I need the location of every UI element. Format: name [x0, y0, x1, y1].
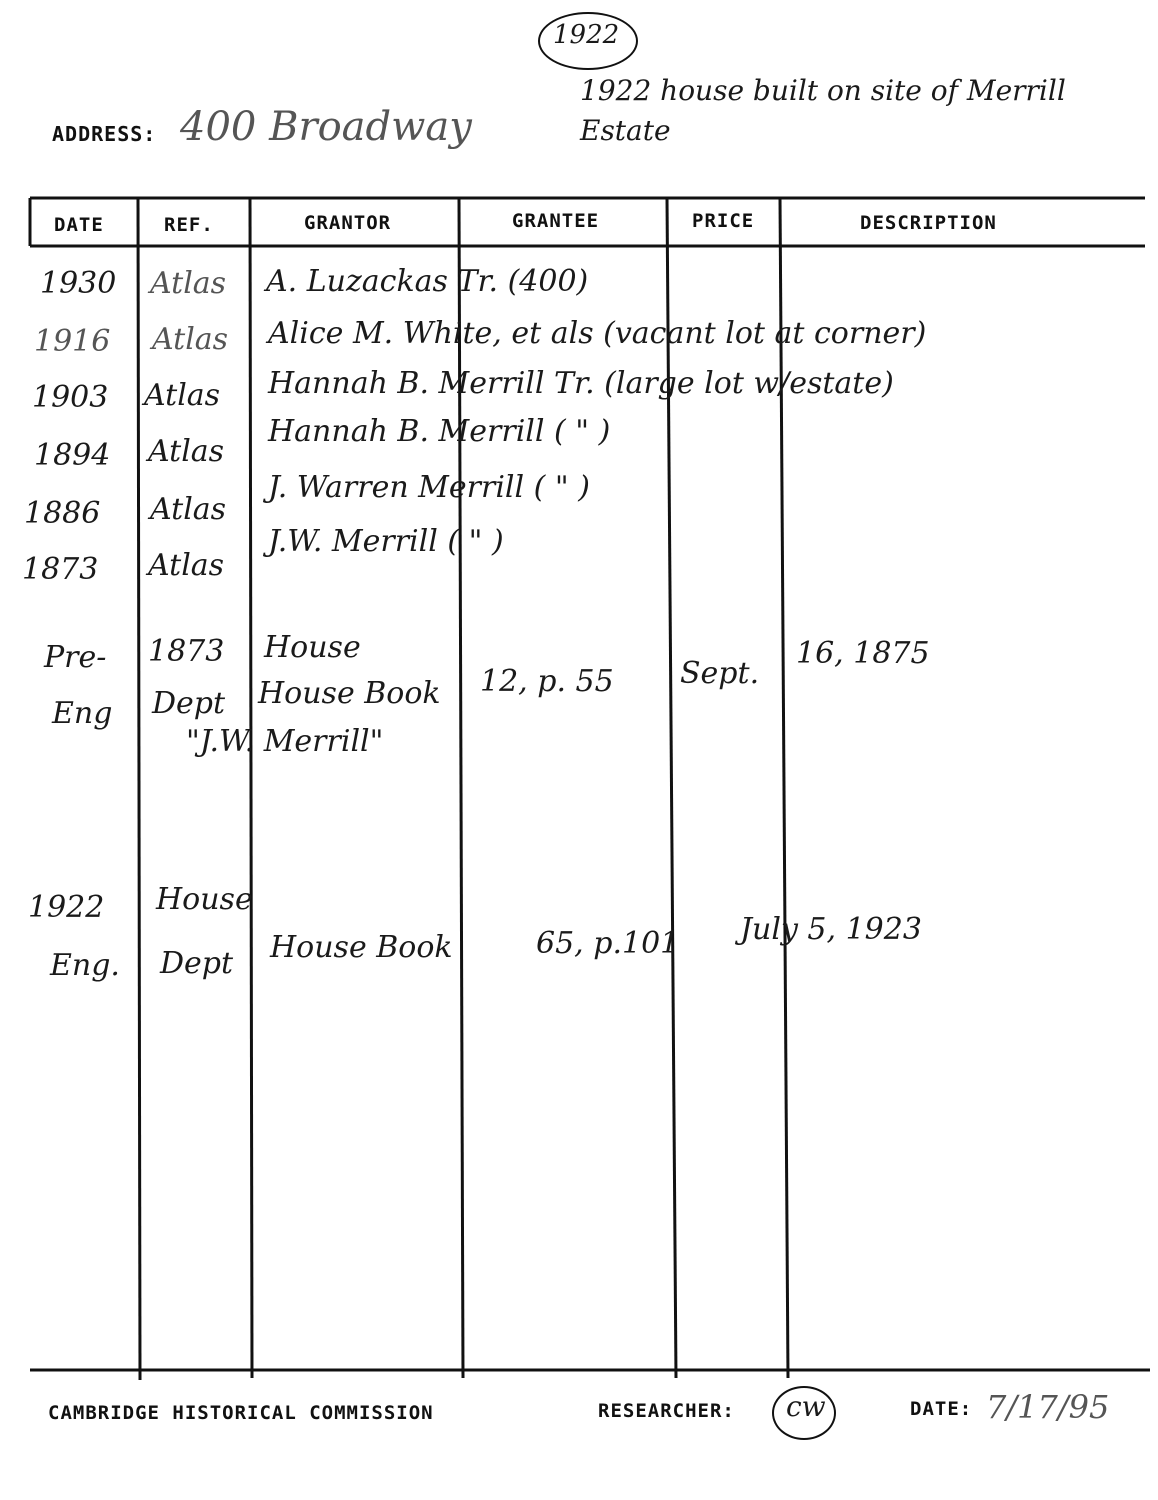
- note-line-2: Estate: [580, 114, 671, 147]
- date-value: 7/17/95: [986, 1388, 1110, 1426]
- eng-1922-date-line-2: Eng.: [50, 948, 120, 983]
- date-label: DATE:: [910, 1398, 973, 1420]
- column-header-price: PRICE: [692, 210, 755, 232]
- entry-text: Hannah B. Merrill Tr. (large lot w/estate): [268, 366, 894, 401]
- entry-ref: Atlas: [148, 434, 225, 469]
- entry-date: 1886: [24, 496, 101, 531]
- pre-eng-date-line-1: Pre-: [44, 640, 107, 675]
- entry-ref: Atlas: [144, 378, 221, 413]
- eng-1922-ref-line-2: Dept: [160, 946, 234, 981]
- address-label: ADDRESS:: [52, 122, 157, 146]
- pre-eng-date-line-2: Eng: [52, 696, 113, 731]
- pre-eng-ref-line-2: Dept: [152, 686, 226, 721]
- entry-ref: Atlas: [150, 266, 227, 301]
- pre-eng-grantor-line-1: House: [264, 630, 361, 665]
- entry-date: 1903: [32, 380, 109, 415]
- entry-text: J.W. Merrill ( " ): [268, 524, 504, 559]
- column-header-grantor: GRANTOR: [304, 212, 392, 234]
- note-line-1: 1922 house built on site of Merrill: [580, 74, 1066, 107]
- pre-eng-owner: "J.W. Merrill": [186, 724, 384, 759]
- eng-1922-grantor: House Book: [270, 930, 453, 965]
- column-header-description: DESCRIPTION: [860, 212, 997, 234]
- eng-1922-date-recorded: July 5, 1923: [740, 912, 922, 947]
- year-badge: 1922: [553, 20, 620, 50]
- entry-ref: Atlas: [150, 492, 227, 527]
- entry-ref: Atlas: [152, 322, 229, 357]
- address-value: 400 Broadway: [180, 104, 472, 150]
- pre-eng-date-recorded: 16, 1875: [796, 636, 930, 671]
- entry-text: A. Luzackas Tr. (400): [266, 264, 589, 299]
- researcher-label: RESEARCHER:: [598, 1400, 735, 1422]
- researcher-initials: cw: [786, 1390, 826, 1423]
- eng-1922-date-line-1: 1922: [28, 890, 105, 925]
- entry-text: Hannah B. Merrill ( " ): [268, 414, 611, 449]
- column-header-grantee: GRANTEE: [512, 210, 600, 232]
- entry-text: J. Warren Merrill ( " ): [268, 470, 590, 505]
- pre-eng-book: 12, p. 55: [480, 664, 614, 699]
- entry-text: Alice M. White, et als (vacant lot at corner): [268, 316, 927, 351]
- column-header-date: DATE: [54, 214, 104, 236]
- pre-eng-grantor-line-2: House Book: [258, 676, 441, 711]
- footer-org: CAMBRIDGE HISTORICAL COMMISSION: [48, 1402, 434, 1424]
- entry-date: 1916: [34, 324, 111, 359]
- pre-eng-ref-line-1: 1873: [148, 634, 225, 669]
- entry-date: 1930: [40, 266, 117, 301]
- entry-ref: Atlas: [148, 548, 225, 583]
- entry-date: 1894: [34, 438, 111, 473]
- entry-date: 1873: [22, 552, 99, 587]
- pre-eng-price: Sept.: [680, 656, 760, 691]
- column-header-ref: REF.: [164, 214, 214, 236]
- eng-1922-ref-line-1: House: [156, 882, 253, 917]
- eng-1922-book: 65, p.101: [536, 926, 680, 961]
